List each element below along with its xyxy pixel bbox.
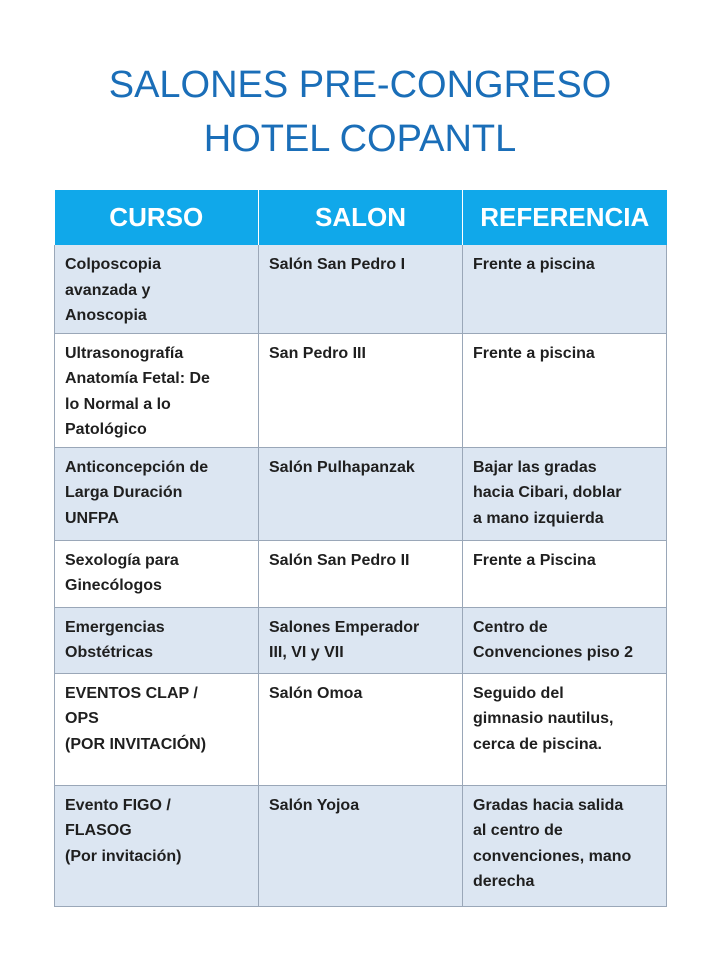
cell-referencia-text: Frente a piscina bbox=[473, 344, 595, 362]
table-row bbox=[55, 245, 667, 333]
cell-referencia-text: Frente a Piscina bbox=[473, 551, 596, 569]
cell-referencia-text: Seguido del gimnasio nautilus, cerca de piscina. bbox=[473, 684, 614, 753]
table-header-row bbox=[55, 190, 667, 245]
cell-salon-text: San Pedro III bbox=[269, 344, 366, 362]
table-row bbox=[55, 785, 667, 906]
page-title bbox=[0, 58, 720, 166]
cell-salon bbox=[259, 540, 463, 607]
title-line-2: HOTEL COPANTL bbox=[203, 118, 517, 160]
schedule-table bbox=[54, 190, 667, 907]
cell-curso bbox=[55, 673, 259, 785]
cell-curso bbox=[55, 785, 259, 906]
cell-curso-text: Anticoncepción de Larga Duración UNFPA bbox=[65, 458, 209, 527]
header-referencia: REFERENCIA bbox=[463, 190, 667, 245]
cell-curso-text: Evento FIGO / FLASOG (Por invitación) bbox=[65, 796, 182, 865]
cell-salon bbox=[259, 333, 463, 447]
header-curso: CURSO bbox=[55, 190, 259, 245]
cell-salon-text: Salón Omoa bbox=[269, 684, 363, 702]
cell-salon-text: Salón Pulhapanzak bbox=[269, 458, 415, 476]
cell-referencia bbox=[463, 447, 667, 540]
cell-curso-text: Colposcopia avanzada y Anoscopia bbox=[65, 256, 162, 324]
cell-salon-text: Salones Emperador III, VI y VII bbox=[269, 618, 420, 661]
header-salon: SALON bbox=[259, 190, 463, 245]
cell-referencia bbox=[463, 673, 667, 785]
cell-curso bbox=[55, 447, 259, 540]
table-row bbox=[55, 333, 667, 447]
table-row bbox=[55, 540, 667, 607]
cell-salon bbox=[259, 673, 463, 785]
cell-curso-text: Emergencias Obstétricas bbox=[65, 618, 165, 661]
cell-referencia bbox=[463, 245, 667, 333]
cell-curso-text: Ultrasonografía Anatomía Fetal: De lo Normal a lo Patológico bbox=[65, 344, 210, 438]
cell-curso bbox=[55, 245, 259, 333]
cell-referencia bbox=[463, 785, 667, 906]
cell-referencia bbox=[463, 540, 667, 607]
cell-referencia-text: Gradas hacia salida al centro de convenciones, mano derecha bbox=[473, 796, 632, 890]
table-row bbox=[55, 673, 667, 785]
cell-salon-text: Salón San Pedro I bbox=[269, 256, 406, 273]
cell-salon-text: Salón San Pedro II bbox=[269, 551, 410, 569]
title-line-1: SALONES PRE-CONGRESO bbox=[108, 64, 612, 106]
cell-referencia-text: Bajar las gradas hacia Cibari, doblar a mano izquierda bbox=[473, 458, 622, 527]
cell-salon bbox=[259, 785, 463, 906]
table-row bbox=[55, 447, 667, 540]
cell-referencia-text: Frente a piscina bbox=[473, 256, 595, 273]
table-row bbox=[55, 607, 667, 673]
cell-curso bbox=[55, 333, 259, 447]
cell-curso bbox=[55, 607, 259, 673]
cell-curso bbox=[55, 540, 259, 607]
cell-salon bbox=[259, 447, 463, 540]
cell-salon bbox=[259, 607, 463, 673]
cell-referencia bbox=[463, 607, 667, 673]
cell-curso-text: EVENTOS CLAP / OPS (POR INVITACIÓN) bbox=[65, 684, 207, 753]
cell-curso-text: Sexología para Ginecólogos bbox=[65, 551, 179, 594]
cell-referencia bbox=[463, 333, 667, 447]
cell-referencia-text: Centro de Convenciones piso 2 bbox=[473, 618, 634, 661]
cell-salon-text: Salón Yojoa bbox=[269, 796, 360, 814]
cell-salon bbox=[259, 245, 463, 333]
